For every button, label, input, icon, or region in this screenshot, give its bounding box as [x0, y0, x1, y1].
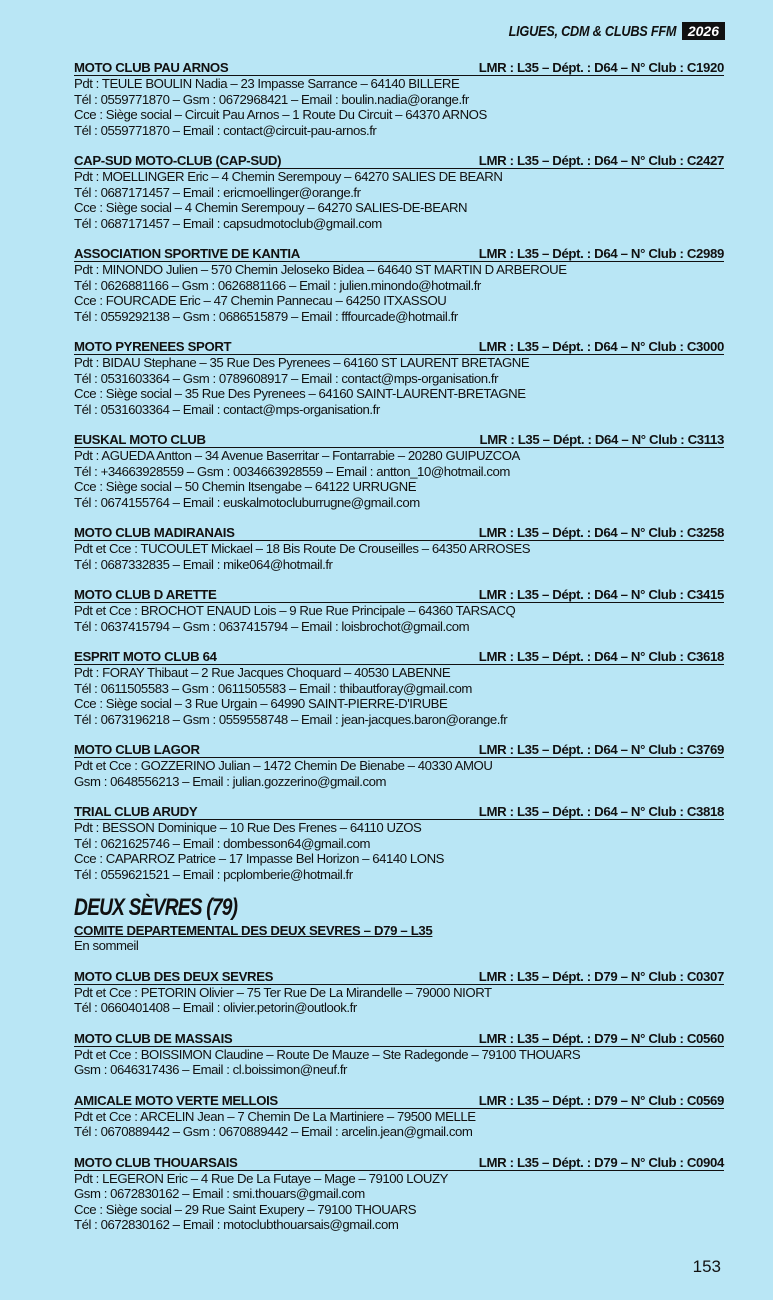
club-list-d64: [74, 60, 724, 882]
club-header: [74, 432, 724, 448]
club-header: [74, 587, 724, 603]
club-detail-line: Pdt et Cce : BOISSIMON Claudine – Route De Mauze – Ste Radegonde – 79100 THOUARS: [74, 1046, 581, 1062]
club-header: [74, 60, 724, 76]
club-code: LMR : L35 – Dépt. : D79 – N° Club : C0307: [478, 968, 724, 984]
club-detail-line: Tél : 0660401408 – Email : olivier.petorin@outlook.fr: [74, 1000, 357, 1015]
club-code: LMR : L35 – Dépt. : D64 – N° Club : C3258: [478, 525, 724, 540]
club-detail-line: Tél : 0531603364 – Gsm : 0789608917 – Email : contact@mps-organisation.fr: [74, 370, 499, 386]
club-code: LMR : L35 – Dépt. : D64 – N° Club : C3000: [478, 339, 724, 354]
club-name: CAP-SUD MOTO-CLUB (CAP-SUD): [74, 153, 282, 168]
club-detail-line: Pdt et Cce : ARCELIN Jean – 7 Chemin De La Martiniere – 79500 MELLE: [74, 1108, 476, 1124]
club-entry: [74, 804, 724, 882]
club-detail-line: Pdt : FORAY Thibaut – 2 Rue Jacques Choquard – 40530 LABENNE: [74, 665, 451, 680]
committee-entry: [74, 923, 724, 954]
club-code: LMR : L35 – Dépt. : D64 – N° Club : C3769: [478, 742, 724, 757]
club-header: [74, 339, 724, 355]
club-detail-line: Gsm : 0646317436 – Email : cl.boissimon@neuf.fr: [74, 1062, 347, 1077]
club-detail-line: Gsm : 0648556213 – Email : julian.gozzerino@gmail.com: [74, 773, 387, 789]
club-detail-line: Cce : Siège social – 50 Chemin Itsengabe – 64122 URRUGNE: [74, 479, 417, 494]
club-code: LMR : L35 – Dépt. : D79 – N° Club : C0560: [478, 1030, 724, 1046]
club-detail-line: Pdt : BESSON Dominique – 10 Rue Des Frenes – 64110 UZOS: [74, 820, 422, 835]
club-name: MOTO PYRENEES SPORT: [74, 339, 232, 354]
club-code: LMR : L35 – Dépt. : D79 – N° Club : C0569: [478, 1092, 724, 1108]
club-detail-line: Pdt et Cce : TUCOULET Mickael – 18 Bis Route De Crouseilles – 64350 ARROSES: [74, 541, 531, 556]
club-header: [74, 1093, 724, 1109]
club-name: ESPRIT MOTO CLUB 64: [74, 649, 217, 664]
club-name: ASSOCIATION SPORTIVE DE KANTIA: [74, 246, 300, 261]
header-year-badge: 2026: [682, 22, 725, 40]
club-detail-line: Pdt : MINONDO Julien – 570 Chemin Jeloseko Bidea – 64640 ST MARTIN D ARBEROUE: [74, 262, 567, 277]
club-code: LMR : L35 – Dépt. : D79 – N° Club : C0904: [478, 1154, 724, 1170]
club-detail-line: Cce : Siège social – 4 Chemin Serempouy – 64270 SALIES-DE-BEARN: [74, 200, 468, 215]
club-code: LMR : L35 – Dépt. : D64 – N° Club : C3113: [479, 432, 724, 447]
club-detail-line: Tél : 0621625746 – Email : dombesson64@gmail.com: [74, 835, 371, 851]
club-detail-line: Pdt et Cce : GOZZERINO Julian – 1472 Chemin De Bienabe – 40330 AMOU: [74, 758, 493, 773]
club-name: MOTO CLUB DES DEUX SEVRES: [74, 968, 274, 984]
club-detail-line: Pdt et Cce : BROCHOT ENAUD Lois – 9 Rue Rue Principale – 64360 TARSACQ: [74, 603, 516, 618]
club-code: LMR : L35 – Dépt. : D64 – N° Club : C1920: [478, 60, 724, 75]
club-header: [74, 969, 724, 985]
club-detail-line: Tél : 0559771870 – Gsm : 0672968421 – Email : boulin.nadia@orange.fr: [74, 91, 469, 107]
club-entry: [74, 742, 724, 789]
club-detail-line: Gsm : 0672830162 – Email : smi.thouars@gmail.com: [74, 1186, 365, 1201]
header-title: LIGUES, CDM & CLUBS FFM: [508, 22, 676, 40]
club-header: [74, 804, 724, 820]
club-entry: [74, 1155, 724, 1233]
club-name: MOTO CLUB DE MASSAIS: [74, 1030, 233, 1046]
club-code: LMR : L35 – Dépt. : D64 – N° Club : C2989: [478, 246, 724, 261]
club-detail-line: Tél : 0531603364 – Email : contact@mps-organisation.fr: [74, 401, 380, 417]
club-list-d79: [74, 969, 724, 1233]
club-detail-line: Pdt : TEULE BOULIN Nadia – 23 Impasse Sarrance – 64140 BILLERE: [74, 76, 460, 91]
club-code: LMR : L35 – Dépt. : D64 – N° Club : C3618: [478, 649, 724, 664]
club-detail-line: Tél : 0687332835 – Email : mike064@hotmail.fr: [74, 556, 333, 572]
club-detail-line: Tél : 0559771870 – Email : contact@circuit-pau-arnos.fr: [74, 122, 377, 138]
club-detail-line: Pdt : LEGERON Eric – 4 Rue De La Futaye – Mage – 79100 LOUZY: [74, 1170, 448, 1186]
club-entry: [74, 525, 724, 572]
club-header: [74, 153, 724, 169]
club-detail-line: Cce : Siège social – 3 Rue Urgain – 64990 SAINT-PIERRE-D'IRUBE: [74, 696, 448, 711]
club-detail-line: Tél : 0559292138 – Gsm : 0686515879 – Email : fffourcade@hotmail.fr: [74, 308, 458, 324]
club-detail-line: Tél : 0626881166 – Gsm : 0626881166 – Email : julien.minondo@hotmail.fr: [74, 277, 481, 293]
club-detail-line: Cce : CAPARROZ Patrice – 17 Impasse Bel Horizon – 64140 LONS: [74, 851, 445, 866]
committee-status: En sommeil: [74, 938, 139, 953]
section-title: DEUX SÈVRES (79): [74, 894, 238, 921]
club-detail-line: Pdt : AGUEDA Antton – 34 Avenue Baserritar – Fontarrabie – 20280 GUIPUZCOA: [74, 448, 520, 463]
club-entry: [74, 246, 724, 324]
committee-name: COMITE DEPARTEMENTAL DES DEUX SEVRES – D79 – L35: [74, 923, 433, 938]
club-detail-line: Tél : 0559621521 – Email : pcplomberie@hotmail.fr: [74, 866, 353, 882]
club-name: MOTO CLUB MADIRANAIS: [74, 525, 235, 540]
club-detail-line: Tél : 0670889442 – Gsm : 0670889442 – Email : arcelin.jean@gmail.com: [74, 1124, 473, 1139]
club-detail-line: Pdt : BIDAU Stephane – 35 Rue Des Pyrenees – 64160 ST LAURENT BRETAGNE: [74, 355, 530, 370]
club-detail-line: Pdt : MOELLINGER Eric – 4 Chemin Serempouy – 64270 SALIES DE BEARN: [74, 169, 503, 184]
club-entry: [74, 60, 724, 138]
club-name: MOTO CLUB THOUARSAIS: [74, 1154, 238, 1170]
club-code: LMR : L35 – Dépt. : D64 – N° Club : C2427: [478, 153, 724, 168]
club-entry: [74, 153, 724, 231]
club-header: [74, 649, 724, 665]
club-name: TRIAL CLUB ARUDY: [74, 804, 198, 819]
page-number: 153: [692, 1257, 721, 1276]
club-name: AMICALE MOTO VERTE MELLOIS: [74, 1092, 278, 1108]
club-detail-line: Pdt et Cce : PETORIN Olivier – 75 Ter Rue De La Mirandelle – 79000 NIORT: [74, 984, 492, 1000]
club-detail-line: Tél : +34663928559 – Gsm : 0034663928559 – Email : antton_10@hotmail.com: [74, 463, 510, 479]
club-detail-line: Cce : FOURCADE Eric – 47 Chemin Pannecau – 64250 ITXASSOU: [74, 293, 447, 308]
club-detail-line: Cce : Siège social – 35 Rue Des Pyrenees – 64160 SAINT-LAURENT-BRETAGNE: [74, 386, 526, 401]
club-header: [74, 246, 724, 262]
club-header: [74, 525, 724, 541]
club-detail-line: Tél : 0687171457 – Email : ericmoellinger@orange.fr: [74, 184, 361, 200]
club-code: LMR : L35 – Dépt. : D64 – N° Club : C3818: [478, 804, 724, 819]
club-detail-line: Tél : 0673196218 – Gsm : 0559558748 – Email : jean-jacques.baron@orange.fr: [74, 711, 508, 727]
club-header: [74, 1155, 724, 1171]
club-header: [74, 1031, 724, 1047]
club-name: MOTO CLUB LAGOR: [74, 742, 200, 757]
club-detail-line: Tél : 0672830162 – Email : motoclubthouarsais@gmail.com: [74, 1217, 399, 1232]
directory-content: [74, 60, 724, 1248]
club-entry: [74, 1031, 724, 1078]
club-detail-line: Tél : 0611505583 – Gsm : 0611505583 – Email : thibautforay@gmail.com: [74, 680, 472, 696]
club-detail-line: Tél : 0674155764 – Email : euskalmotocluburrugne@gmail.com: [74, 494, 420, 510]
club-entry: [74, 969, 724, 1016]
club-name: EUSKAL MOTO CLUB: [74, 432, 206, 447]
club-detail-line: Tél : 0637415794 – Gsm : 0637415794 – Email : loisbrochot@gmail.com: [74, 618, 470, 634]
page-header: [479, 22, 725, 40]
club-header: [74, 742, 724, 758]
club-code: LMR : L35 – Dépt. : D64 – N° Club : C3415: [478, 587, 724, 602]
club-entry: [74, 432, 724, 510]
club-detail-line: Cce : Siège social – Circuit Pau Arnos – 1 Route Du Circuit – 64370 ARNOS: [74, 107, 487, 122]
club-entry: [74, 1093, 724, 1140]
club-entry: [74, 587, 724, 634]
club-detail-line: Cce : Siège social – 29 Rue Saint Exupery – 79100 THOUARS: [74, 1201, 417, 1217]
club-entry: [74, 649, 724, 727]
club-name: MOTO CLUB D ARETTE: [74, 587, 217, 602]
club-entry: [74, 339, 724, 417]
club-detail-line: Tél : 0687171457 – Email : capsudmotoclub@gmail.com: [74, 215, 382, 231]
club-name: MOTO CLUB PAU ARNOS: [74, 60, 229, 75]
